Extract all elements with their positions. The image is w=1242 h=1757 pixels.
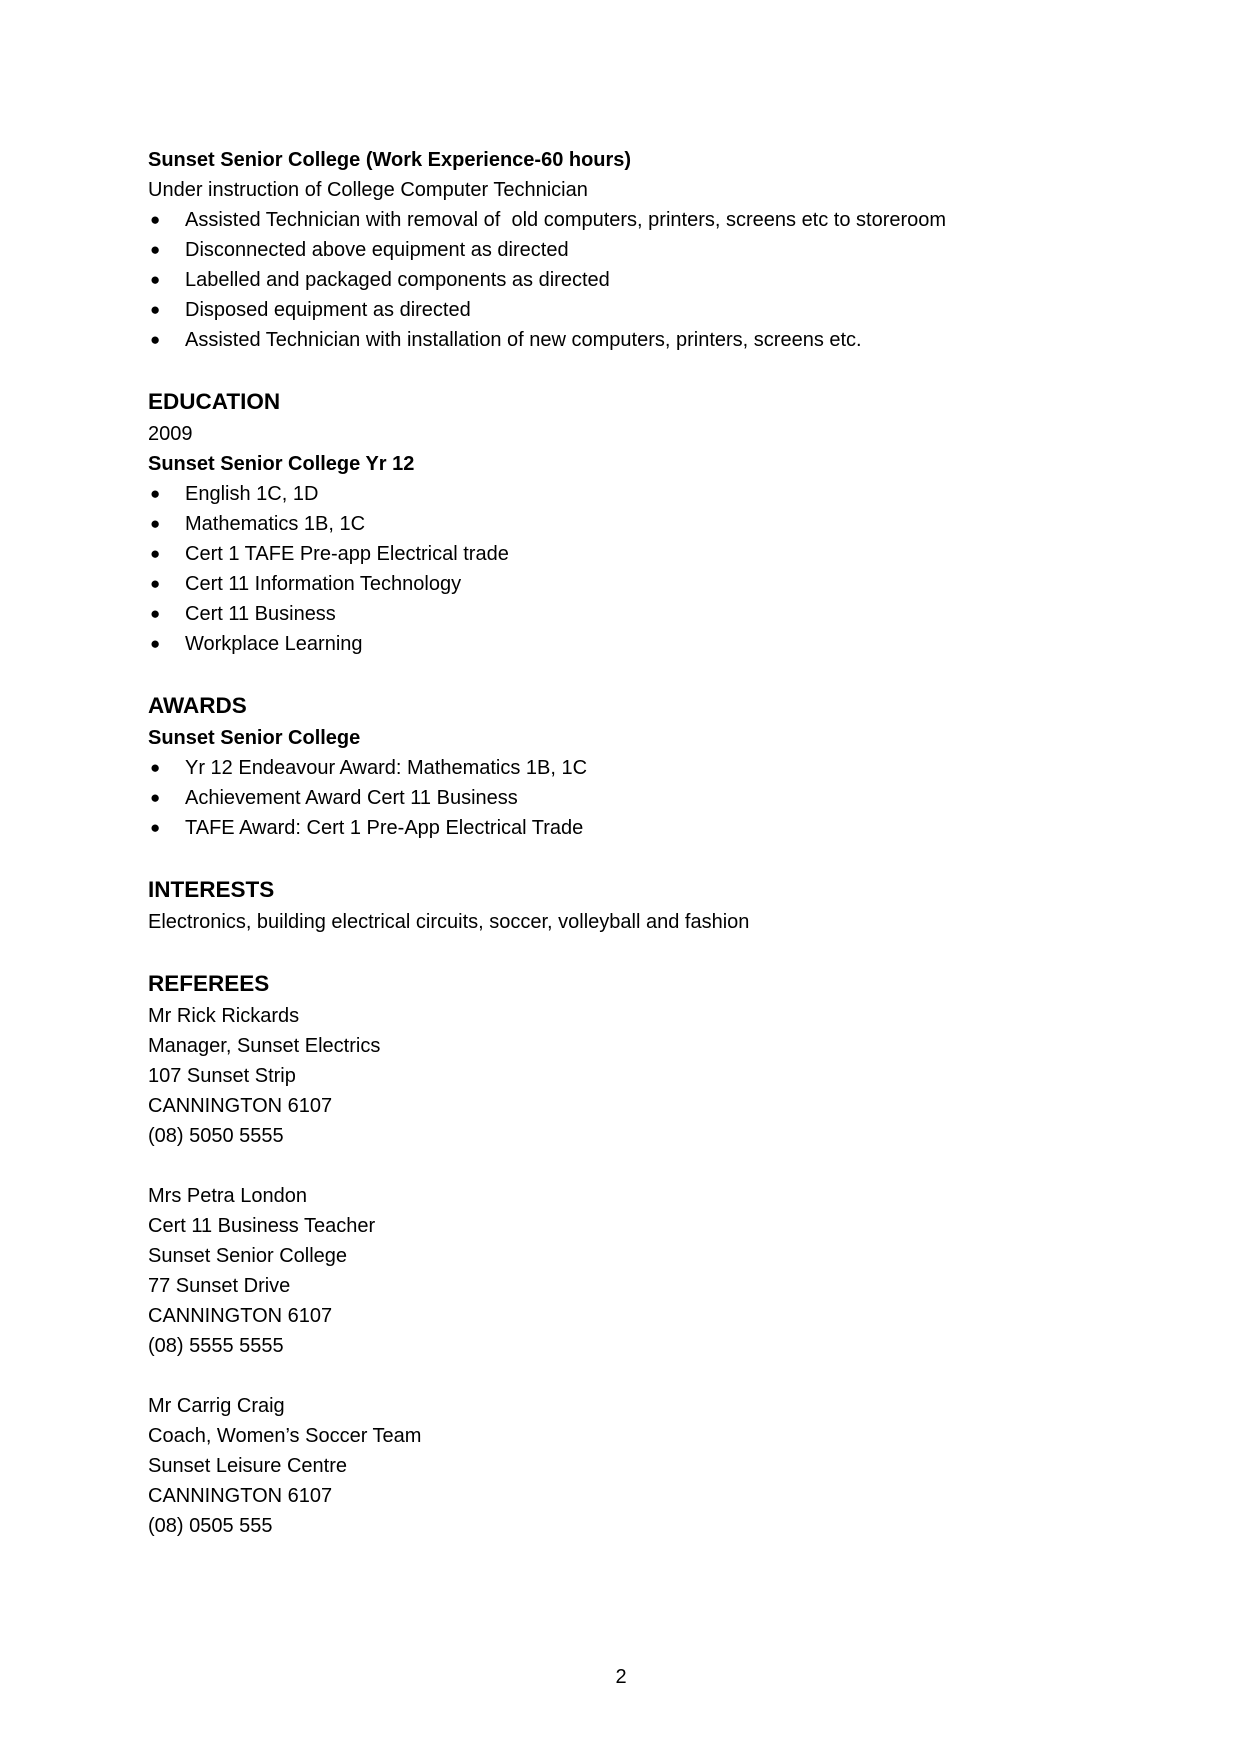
page-number: 2 xyxy=(615,1666,627,1688)
list-item xyxy=(148,569,1128,599)
referee-name: Mr Carrig Craig xyxy=(148,1395,285,1417)
referee-card xyxy=(148,1181,1128,1361)
awards-heading: AWARDS xyxy=(148,693,247,718)
list-item xyxy=(148,753,1128,783)
list-item xyxy=(148,509,1128,539)
referee-spacer xyxy=(148,1361,1128,1391)
list-item-text: English 1C, 1D xyxy=(185,483,319,505)
list-item-text: Mathematics 1B, 1C xyxy=(185,513,366,535)
referee-address: 77 Sunset Drive xyxy=(148,1275,291,1297)
referee-suburb: CANNINGTON 6107 xyxy=(148,1305,333,1327)
section-spacer xyxy=(148,843,1128,873)
referee-phone: (08) 5050 5555 xyxy=(148,1125,284,1147)
referee-organisation: Sunset Leisure Centre xyxy=(148,1455,348,1477)
section-spacer xyxy=(148,355,1128,385)
list-item xyxy=(148,539,1128,569)
bullet-icon: ● xyxy=(150,604,161,623)
bullet-icon: ● xyxy=(150,484,161,503)
referee-name: Mrs Petra London xyxy=(148,1185,307,1207)
bullet-icon: ● xyxy=(150,270,161,289)
list-item-text: Assisted Technician with removal of old computers, printers, screens etc to storeroom xyxy=(185,209,947,231)
work-experience-list xyxy=(148,205,1128,355)
list-item xyxy=(148,205,1128,235)
list-item-text: Yr 12 Endeavour Award: Mathematics 1B, 1C xyxy=(185,757,588,779)
bullet-icon: ● xyxy=(150,788,161,807)
list-item-text: Cert 1 TAFE Pre-app Electrical trade xyxy=(185,543,509,565)
education-heading: EDUCATION xyxy=(148,389,281,414)
education-year: 2009 xyxy=(148,423,193,445)
interests-text: Electronics, building electrical circuits, soccer, volleyball and fashion xyxy=(148,911,750,933)
referee-spacer xyxy=(148,1151,1128,1181)
list-item-text: TAFE Award: Cert 1 Pre-App Electrical Trade xyxy=(185,817,584,839)
work-experience-subtitle: Under instruction of College Computer Technician xyxy=(148,179,588,201)
bullet-icon: ● xyxy=(150,210,161,229)
list-item xyxy=(148,295,1128,325)
list-item xyxy=(148,629,1128,659)
list-item xyxy=(148,813,1128,843)
list-item-text: Labelled and packaged components as directed xyxy=(185,269,610,291)
referee-position: Coach, Women’s Soccer Team xyxy=(148,1425,422,1447)
document-content xyxy=(148,145,1128,1541)
referee-organisation: Sunset Senior College xyxy=(148,1245,348,1267)
bullet-icon: ● xyxy=(150,240,161,259)
bullet-icon: ● xyxy=(150,818,161,837)
referee-card xyxy=(148,1391,1128,1541)
referee-name: Mr Rick Rickards xyxy=(148,1005,300,1027)
list-item-text: Cert 11 Information Technology xyxy=(185,573,462,595)
bullet-icon: ● xyxy=(150,634,161,653)
awards-list xyxy=(148,753,1128,843)
bullet-icon: ● xyxy=(150,514,161,533)
list-item xyxy=(148,265,1128,295)
referee-suburb: CANNINGTON 6107 xyxy=(148,1095,333,1117)
list-item xyxy=(148,783,1128,813)
referee-suburb: CANNINGTON 6107 xyxy=(148,1485,333,1507)
referee-address: 107 Sunset Strip xyxy=(148,1065,296,1087)
referee-phone: (08) 0505 555 xyxy=(148,1515,273,1537)
work-experience-title: Sunset Senior College (Work Experience-60 hours) xyxy=(148,149,632,171)
list-item-text: Disconnected above equipment as directed xyxy=(185,239,569,261)
referee-phone: (08) 5555 5555 xyxy=(148,1335,284,1357)
list-item-text: Workplace Learning xyxy=(185,633,363,655)
section-spacer xyxy=(148,937,1128,967)
bullet-icon: ● xyxy=(150,330,161,349)
list-item-text: Assisted Technician with installation of new computers, printers, screens etc. xyxy=(185,329,862,351)
list-item-text: Achievement Award Cert 11 Business xyxy=(185,787,518,809)
interests-heading: INTERESTS xyxy=(148,877,275,902)
list-item xyxy=(148,599,1128,629)
referee-card xyxy=(148,1001,1128,1151)
section-spacer xyxy=(148,659,1128,689)
referees-heading: REFEREES xyxy=(148,971,270,996)
list-item-text: Cert 11 Business xyxy=(185,603,336,625)
bullet-icon: ● xyxy=(150,758,161,777)
bullet-icon: ● xyxy=(150,300,161,319)
awards-school: Sunset Senior College xyxy=(148,727,361,749)
education-list xyxy=(148,479,1128,659)
education-school: Sunset Senior College Yr 12 xyxy=(148,453,415,475)
bullet-icon: ● xyxy=(150,544,161,563)
bullet-icon: ● xyxy=(150,574,161,593)
list-item xyxy=(148,479,1128,509)
list-item xyxy=(148,325,1128,355)
list-item-text: Disposed equipment as directed xyxy=(185,299,471,321)
list-item xyxy=(148,235,1128,265)
referee-position: Manager, Sunset Electrics xyxy=(148,1035,381,1057)
referee-position: Cert 11 Business Teacher xyxy=(148,1215,376,1237)
